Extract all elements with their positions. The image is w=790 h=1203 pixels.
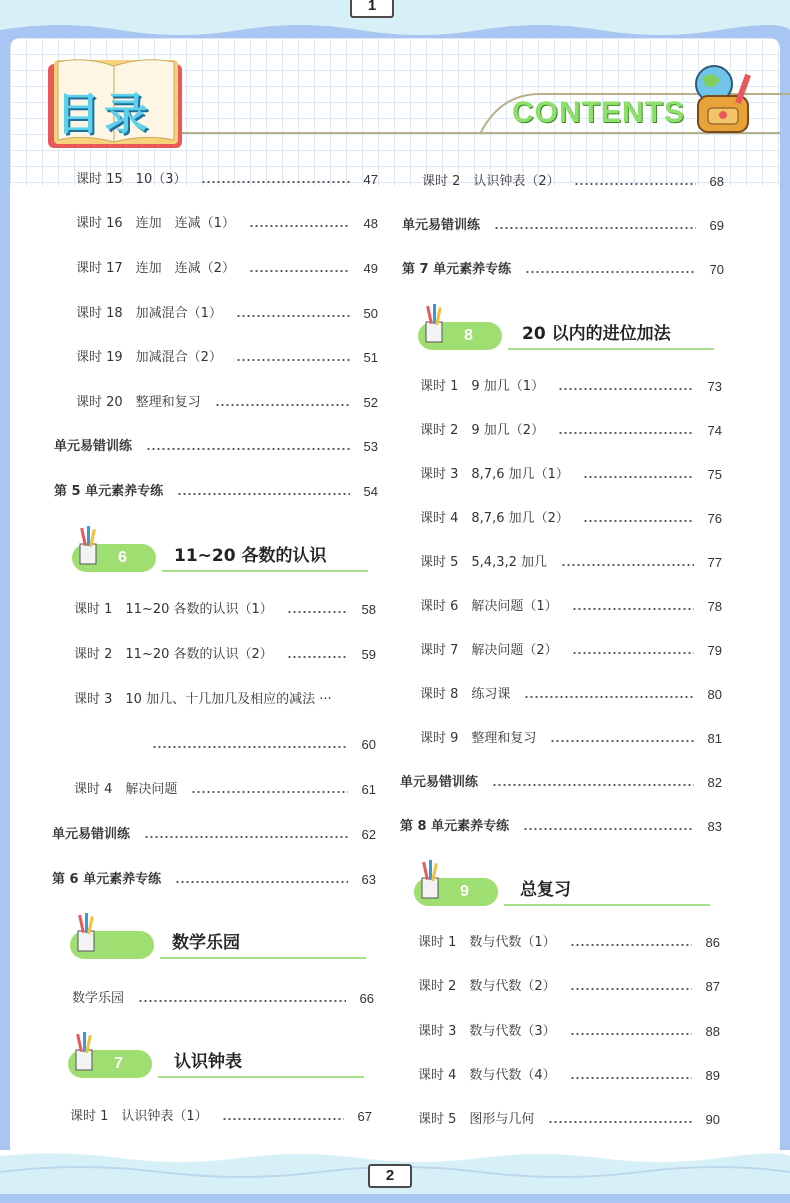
toc-entry[interactable]: 单元易错训练 69 xyxy=(402,218,724,233)
globe-backpack-icon xyxy=(684,60,760,136)
toc-entry[interactable]: 单元易错训练 53 xyxy=(54,439,378,454)
toc-entry[interactable]: 单元易错训练 82 xyxy=(400,775,722,790)
pencil-cup-icon xyxy=(422,304,446,344)
toc-entry-continued[interactable]: 60 xyxy=(138,733,376,757)
pencil-cup-icon xyxy=(72,1032,96,1072)
toc-entry[interactable]: 课时 4 解决问题 61 xyxy=(74,782,376,797)
toc-entry[interactable]: 课时 16 连加 连减（1） 48 xyxy=(76,216,378,231)
pencil-cup-icon xyxy=(418,860,442,900)
toc-entry[interactable]: 数学乐园 66 xyxy=(72,991,374,1006)
section-title: 认识钟表 xyxy=(174,1052,242,1072)
toc-entry[interactable]: 课时 3 8,7,6 加几（1） 75 xyxy=(420,467,722,482)
toc-entry[interactable]: 课时 9 整理和复习 81 xyxy=(420,731,722,746)
toc-entry[interactable]: 课时 1 认识钟表（1） 67 xyxy=(70,1109,372,1124)
toc-entry[interactable]: 课时 7 解决问题（2） 79 xyxy=(420,643,722,658)
section-number: 9 xyxy=(460,883,469,900)
page-title-cn: 目录 xyxy=(56,89,152,140)
section-header-6[interactable] xyxy=(72,528,368,572)
section-badge xyxy=(68,1050,152,1078)
toc-entry[interactable]: 单元易错训练 62 xyxy=(52,827,376,842)
toc-entry[interactable]: 课时 2 11~20 各数的认识（2） 59 xyxy=(74,647,376,662)
toc-entry[interactable]: 课时 17 连加 连减（2） 49 xyxy=(76,261,378,276)
section-title: 总复习 xyxy=(520,880,571,900)
section-title: 数学乐园 xyxy=(172,933,240,953)
toc-entry[interactable]: 课时 2 9 加几（2） 74 xyxy=(420,423,722,438)
toc-entry[interactable]: 课时 19 加减混合（2） 51 xyxy=(76,350,378,365)
section-title: 11~20 各数的认识 xyxy=(174,546,327,566)
toc-entry[interactable]: 课时 1 9 加几（1） 73 xyxy=(420,379,722,394)
toc-entry[interactable]: 第 7 单元素养专练 70 xyxy=(402,262,724,277)
section-title: 20 以内的进位加法 xyxy=(522,324,671,344)
section-badge xyxy=(70,931,154,959)
toc-entry[interactable]: 课时 18 加减混合（1） 50 xyxy=(76,306,378,321)
page-number-top: 1 xyxy=(350,0,394,18)
toc-entry[interactable]: 课时 2 认识钟表（2） 68 xyxy=(422,174,724,189)
toc-entry[interactable]: 课时 15 10（3） 47 xyxy=(76,172,378,187)
section-header-9[interactable] xyxy=(414,862,710,906)
toc-entry[interactable]: 课时 2 数与代数（2） 87 xyxy=(418,979,720,994)
page-title-en: CONTENTS xyxy=(512,96,685,129)
section-header-fun[interactable] xyxy=(70,915,366,959)
toc-entry[interactable]: 课时 5 5,4,3,2 加几 77 xyxy=(420,555,722,570)
section-badge xyxy=(72,544,156,572)
toc-entry[interactable]: 课时 20 整理和复习 52 xyxy=(76,395,378,410)
toc-entry[interactable]: 课时 6 解决问题（1） 78 xyxy=(420,599,722,614)
pencil-cup-icon xyxy=(74,913,98,953)
toc-entry[interactable]: 课时 3 10 加几、十几加几及相应的减法 ··· xyxy=(74,692,332,707)
page-number-bottom: 2 xyxy=(368,1164,412,1188)
toc-entry[interactable]: 课时 8 练习课 80 xyxy=(420,687,722,702)
toc-entry[interactable]: 课时 4 数与代数（4） 89 xyxy=(418,1068,720,1083)
toc-entry[interactable]: 课时 4 8,7,6 加几（2） 76 xyxy=(420,511,722,526)
wave-decoration xyxy=(0,0,790,38)
toc-entry[interactable]: 第 8 单元素养专练 83 xyxy=(400,819,722,834)
section-badge xyxy=(414,878,498,906)
section-header-8[interactable] xyxy=(418,306,714,350)
pencil-cup-icon xyxy=(76,526,100,566)
toc-entry[interactable]: 课时 5 图形与几何 90 xyxy=(418,1112,720,1127)
toc-entry[interactable]: 课时 3 数与代数（3） 88 xyxy=(418,1024,720,1039)
toc-entry[interactable]: 课时 1 数与代数（1） 86 xyxy=(418,935,720,950)
section-number: 8 xyxy=(464,327,473,344)
toc-entry[interactable]: 第 5 单元素养专练 54 xyxy=(54,484,378,499)
toc-entry[interactable]: 课时 1 11~20 各数的认识（1） 58 xyxy=(74,602,376,617)
section-badge xyxy=(418,322,502,350)
top-band xyxy=(0,0,790,38)
section-number: 6 xyxy=(118,549,127,566)
section-number: 7 xyxy=(114,1055,123,1072)
section-header-7[interactable] xyxy=(68,1034,364,1078)
toc-entry[interactable]: 第 6 单元素养专练 63 xyxy=(52,872,376,887)
